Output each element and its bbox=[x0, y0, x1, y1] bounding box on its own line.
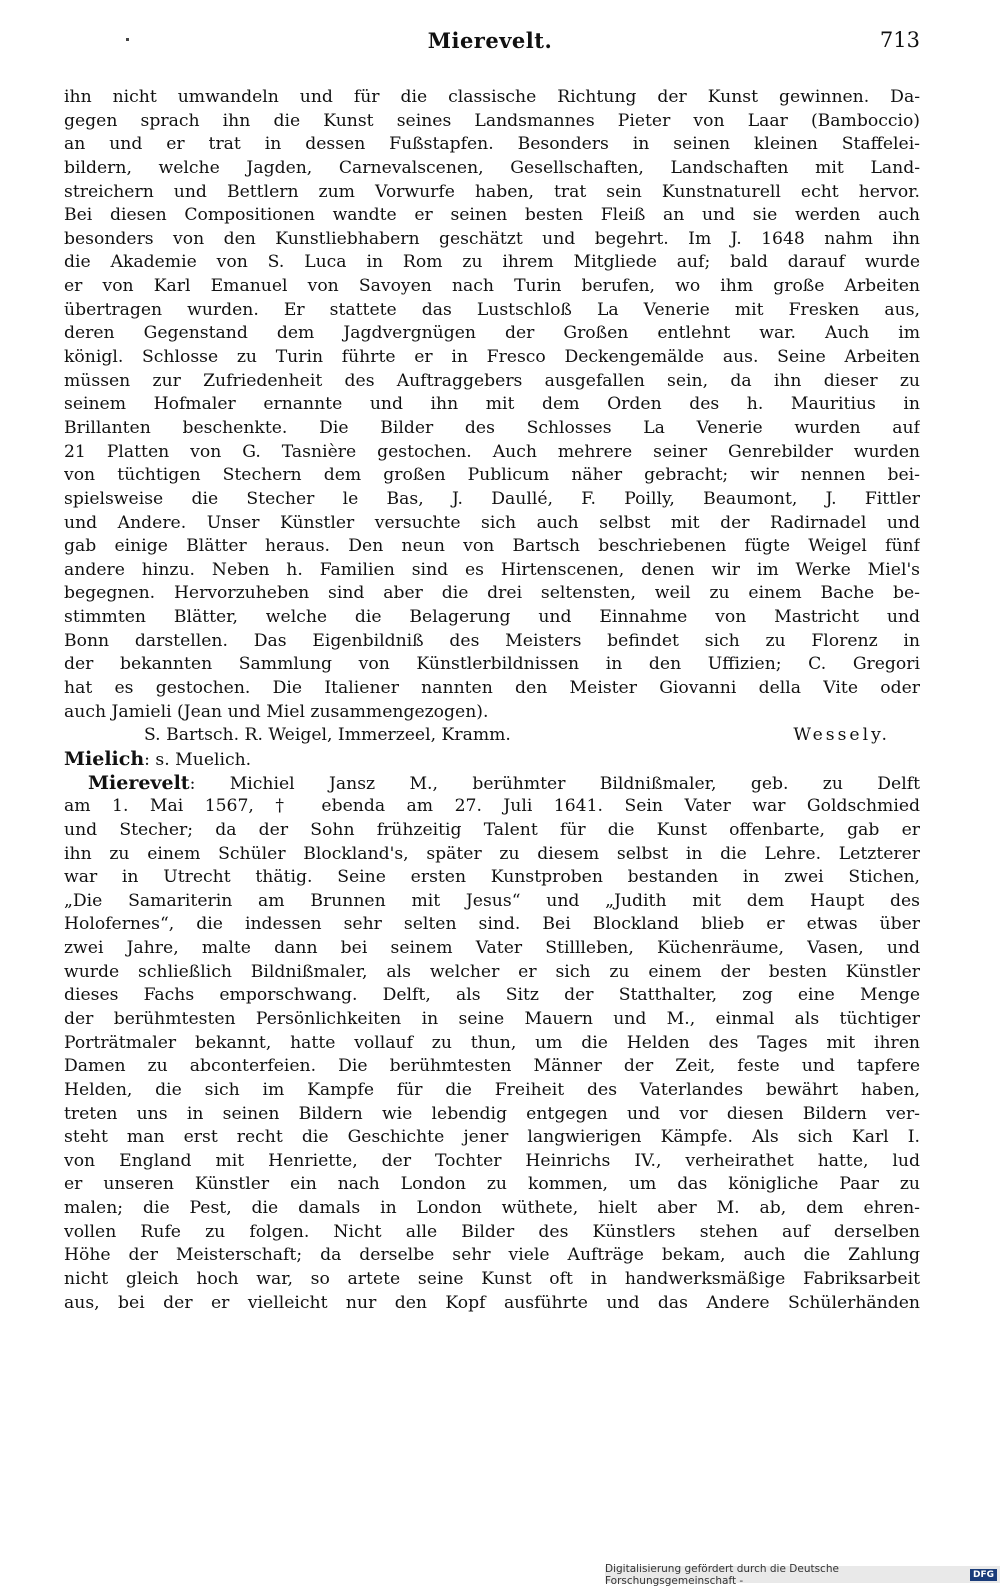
text-line: Höhe der Meisterschaft; da derselbe sehr viele Aufträge bekam, auch die Zahlung bbox=[64, 1245, 920, 1266]
text-line: Bonn darstellen. Das Eigenbildniß des Meisters befindet sich zu Florenz in bbox=[64, 630, 920, 651]
text-line: Helden, die sich im Kampfe für die Freiheit des Vaterlandes bewährt haben, bbox=[64, 1079, 920, 1100]
signature-line bbox=[64, 724, 920, 748]
text-line: gab einige Blätter heraus. Den neun von Bartsch beschriebenen fügte Weigel fünf bbox=[64, 536, 920, 557]
cross-reference-text: : s. Muelich. bbox=[144, 749, 252, 770]
digitization-footer bbox=[605, 1562, 1000, 1587]
text-line: wurde schließlich Bildnißmaler, als welcher er sich zu einem der besten Künstler bbox=[64, 961, 920, 982]
text-line: treten uns in seinen Bildern wie lebendig entgegen und vor diesen Bildern ver- bbox=[64, 1103, 920, 1124]
text-line: Porträtmaler bekannt, hatte vollauf zu thun, um die Helden des Tages mit ihren bbox=[64, 1032, 920, 1053]
text-line: deren Gegenstand dem Jagdvergnügen der Großen entlehnt war. Auch im bbox=[64, 323, 920, 344]
text-line: andere hinzu. Neben h. Familien sind es Hirtenscenen, denen wir im Werke Miel's bbox=[64, 559, 920, 580]
entry-first-line-text: : Michiel Jansz M., berühmter Bildnißmaler, geb. zu Delft bbox=[189, 773, 920, 794]
text-line: dieses Fachs emporschwang. Delft, als Sitz der Statthalter, zog eine Menge bbox=[64, 985, 920, 1006]
text-line: spielsweise die Stecher le Bas, J. Daullé, F. Poilly, Beaumont, J. Fittler bbox=[64, 488, 920, 509]
dfg-logo: DFG bbox=[970, 1569, 997, 1581]
text-line: übertragen wurden. Er stattete das Lustschloß La Venerie mit Fresken aus, bbox=[64, 299, 920, 320]
footer-text: Digitalisierung gefördert durch die Deutsche Forschungsgemeinschaft - bbox=[605, 1562, 839, 1587]
text-line: seinem Hofmaler ernannte und ihn mit dem Orden des h. Mauritius in bbox=[64, 394, 920, 415]
text-line: 21 Platten von G. Tasnière gestochen. Auch mehrere seiner Genrebilder wurden bbox=[64, 441, 920, 462]
entry-body bbox=[64, 795, 920, 1315]
text-line: von England mit Henriette, der Tochter Heinrichs IV., verheirathet hatte, lud bbox=[64, 1150, 920, 1171]
text-line: Brillanten beschenkte. Die Bilder des Schlosses La Venerie wurden auf bbox=[64, 417, 920, 438]
text-line: und Andere. Unser Künstler versuchte sich auch selbst mit der Radirnadel und bbox=[64, 512, 920, 533]
text-line: stimmten Blätter, welche die Belagerung und Einnahme von Mastricht und bbox=[64, 607, 920, 628]
page-number: 713 bbox=[879, 28, 920, 52]
text-line: begegnen. Hervorzuheben sind aber die drei seltensten, weil zu einem Bache be- bbox=[64, 583, 920, 604]
cross-reference-headword: Mielich bbox=[64, 747, 145, 770]
text-line: steht man erst recht die Geschichte jener langwierigen Kämpfe. Als sich Karl I. bbox=[64, 1127, 920, 1148]
cross-reference bbox=[64, 748, 920, 772]
text-line: streichern und Bettlern zum Vorwurfe haben, trat sein Kunstnaturell echt hervor. bbox=[64, 181, 920, 202]
text-line: an und er trat in dessen Fußstapfen. Besonders in seinen kleinen Staffelei- bbox=[64, 134, 920, 155]
text-line: besonders von den Kunstliebhabern geschätzt und begehrt. Im J. 1648 nahm ihn bbox=[64, 228, 920, 249]
entry-first-line bbox=[64, 772, 920, 796]
entry-headword: Mierevelt bbox=[88, 771, 190, 794]
text-line: ihn zu einem Schüler Blockland's, später zu diesem selbst in die Lehre. Letzterer bbox=[64, 843, 920, 864]
text-line: war in Utrecht thätig. Seine ersten Kunstproben bestanden in zwei Stichen, bbox=[64, 867, 920, 888]
text-line: malen; die Pest, die damals in London wüthete, hielt aber M. ab, dem ehren- bbox=[64, 1198, 920, 1219]
text-line: Damen zu abconterfeien. Die berühmtesten Männer der Zeit, feste und tapfere bbox=[64, 1056, 920, 1077]
author-signature: Wessely. bbox=[793, 725, 890, 746]
text-line: „Die Samariterin am Brunnen mit Jesus“ und „Judith mit dem Haupt des bbox=[64, 890, 920, 911]
page-body bbox=[64, 86, 920, 1315]
text-line: ihn nicht umwandeln und für die classische Richtung der Kunst gewinnen. Da- bbox=[64, 87, 920, 107]
text-line: königl. Schlosse zu Turin führte er in Fresco Deckengemälde aus. Seine Arbeiten bbox=[64, 347, 920, 368]
text-line: er unseren Künstler ein nach London zu kommen, um das königliche Paar zu bbox=[64, 1174, 920, 1195]
text-line: die Akademie von S. Luca in Rom zu ihrem Mitgliede auf; bald darauf wurde bbox=[64, 252, 920, 273]
text-line: nicht gleich hoch war, so artete seine Kunst oft in handwerksmäßige Fabriksarbeit bbox=[64, 1269, 920, 1290]
text-line: auch Jamieli (Jean und Miel zusammengezogen). bbox=[64, 701, 489, 722]
page-header bbox=[60, 28, 920, 68]
text-line: gegen sprach ihn die Kunst seines Landsmannes Pieter von Laar (Bamboccio) bbox=[64, 110, 920, 131]
text-line: der bekannten Sammlung von Künstlerbildnissen in den Uffizien; C. Gregori bbox=[64, 654, 920, 675]
previous-entry-continuation bbox=[64, 86, 920, 724]
text-line: aus, bei der er vielleicht nur den Kopf ausführte und das Andere Schülerhänden bbox=[64, 1292, 920, 1313]
text-line: Holofernes“, die indessen sehr selten sind. Bei Blockland blieb er etwas über bbox=[64, 914, 920, 935]
text-line: er von Karl Emanuel von Savoyen nach Turin berufen, wo ihm große Arbeiten bbox=[64, 276, 920, 297]
text-line: Bei diesen Compositionen wandte er seinen besten Fleiß an und sie werden auch bbox=[64, 205, 920, 226]
text-line: bildern, welche Jagden, Carnevalscenen, Gesellschaften, Landschaften mit Land- bbox=[64, 157, 920, 178]
text-line: vollen Rufe zu folgen. Nicht alle Bilder des Künstlers stehen auf derselben bbox=[64, 1221, 920, 1242]
text-line: am 1. Mai 1567, † ebenda am 27. Juli 1641. Sein Vater war Goldschmied bbox=[64, 796, 920, 817]
text-line: und Stecher; da der Sohn frühzeitig Talent für die Kunst offenbarte, gab er bbox=[64, 819, 920, 840]
text-line: müssen zur Zufriedenheit des Auftraggebers ausgefallen sein, da ihn dieser zu bbox=[64, 370, 920, 391]
text-line: von tüchtigen Stechern dem großen Publicum näher gebracht; wir nennen bei- bbox=[64, 465, 920, 486]
text-line: der berühmtesten Persönlichkeiten in seine Mauern und M., einmal als tüchtiger bbox=[64, 1008, 920, 1029]
text-line: zwei Jahre, malte dann bei seinem Vater Stillleben, Küchenräume, Vasen, und bbox=[64, 938, 920, 959]
running-head: Mierevelt. bbox=[427, 28, 553, 53]
text-line: hat es gestochen. Die Italiener nannten den Meister Giovanni della Vite oder bbox=[64, 678, 920, 699]
bibliography-sources: S. Bartsch. R. Weigel, Immerzeel, Kramm. bbox=[144, 725, 511, 746]
